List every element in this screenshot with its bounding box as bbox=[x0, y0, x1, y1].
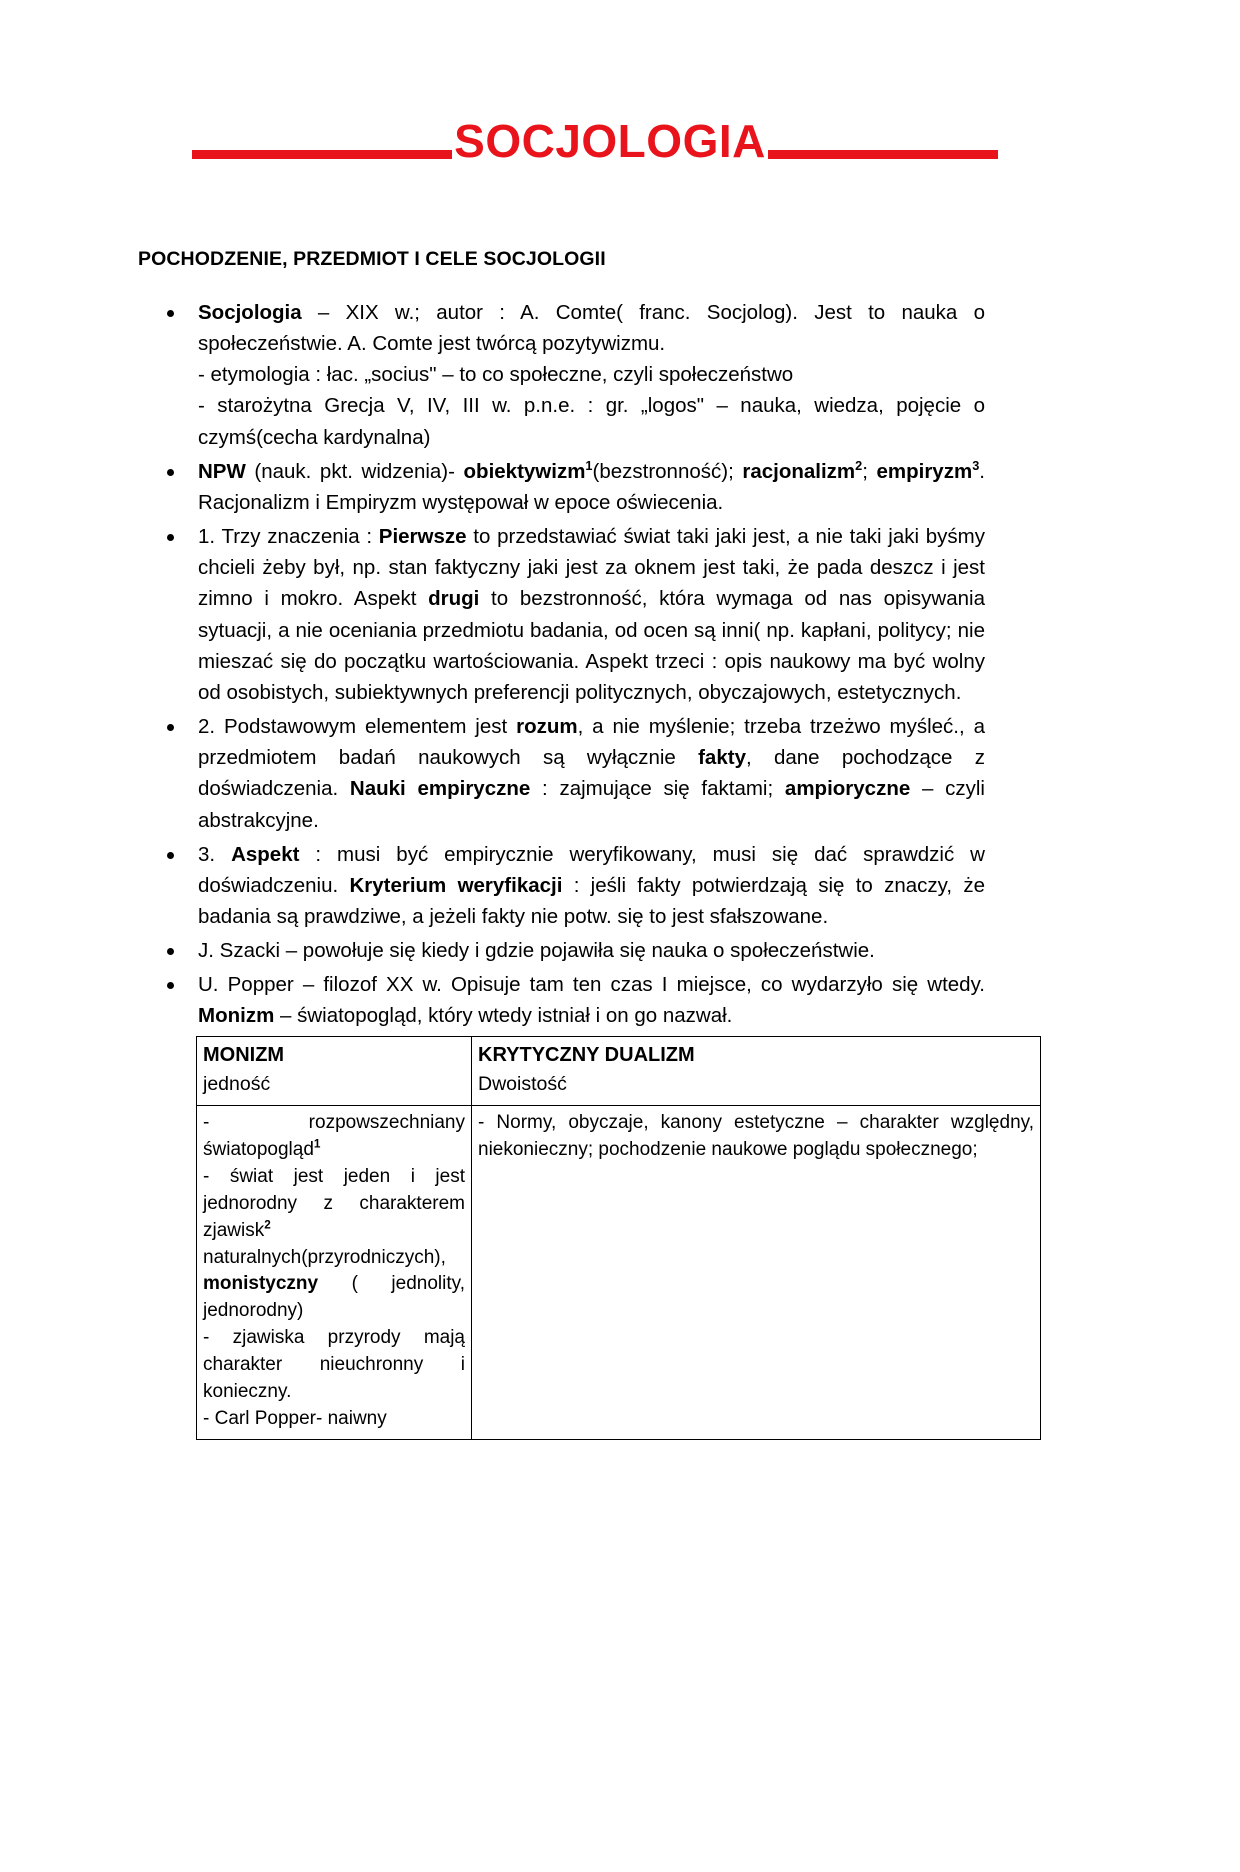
table-list-item: - zjawiska przyrody mają charakter nieuchronny i konieczny. bbox=[203, 1327, 465, 1403]
bullet-text: , dane pochodzące z doświadczenia. bbox=[198, 746, 985, 801]
bullet-text: ; bbox=[862, 459, 877, 483]
bullet-text: (nauk. pkt. widzenia)- bbox=[245, 459, 464, 483]
footnote-marker-2: 2 bbox=[855, 457, 863, 473]
bullet-text: U. Popper – filozof XX w. Opisuje tam ten czas I miejsce, co wydarzyło się wtedy. bbox=[198, 973, 985, 997]
table-item-text: ( jednolity, jednorodny) bbox=[203, 1273, 465, 1322]
table-item-text: - rozpowszechniany światopogląd bbox=[203, 1111, 465, 1160]
table-header-cell-monizm bbox=[197, 1036, 472, 1105]
bullet-text: to bezstronność, która wymaga od nas opisywania sytuacji, a nie oceniania przedmiotu badania, od ocen są inni( np. kapłani, politycy; nie mieszać się do początku wartościowania. Aspekt trzeci : opis naukowy ma być wolny od osobistych, subiektywnych preferencji politycznych, obyczajowych, estetycznych. bbox=[198, 587, 985, 704]
term-rozum: rozum bbox=[516, 715, 578, 739]
bullet-text: . Racjonalizm i Empiryzm występował w epoce oświecenia. bbox=[198, 459, 985, 514]
table-row bbox=[197, 1036, 1041, 1105]
list-item bbox=[0, 969, 1240, 1031]
term-nauki-empiryczne: Nauki empiryczne bbox=[349, 777, 531, 801]
term-drugi: drugi bbox=[428, 587, 480, 611]
table-header-subtitle: jedność bbox=[203, 1072, 271, 1095]
table-header-subtitle: Dwoistość bbox=[478, 1072, 567, 1095]
list-item bbox=[0, 839, 1240, 932]
comparison-table-wrapper bbox=[196, 1036, 1034, 1441]
table-list-item bbox=[203, 1245, 465, 1326]
footnote-marker-2: 2 bbox=[264, 1218, 271, 1232]
document-title-block bbox=[0, 115, 1240, 167]
bullet-text: : musi być empirycznie weryfikowany, musi się dać sprawdzić w doświadczeniu. bbox=[198, 842, 985, 897]
table-header-title: KRYTYCZNY DUALIZM bbox=[478, 1043, 695, 1066]
table-list-item bbox=[203, 1164, 465, 1245]
footnote-marker-1: 1 bbox=[313, 1137, 321, 1151]
footnote-marker-1: 1 bbox=[585, 457, 593, 473]
bullet-subline: - starożytna Grecja V, IV, III w. p.n.e. : gr. „logos" – nauka, wiedza, pojęcie o czymś(cecha kardynalna) bbox=[198, 394, 985, 449]
term-pierwsze: Pierwsze bbox=[378, 525, 467, 549]
table-row bbox=[197, 1105, 1041, 1440]
bullet-text: – XIX w.; autor : A. Comte( franc. Socjolog). Jest to nauka o społeczeństwie. A. Comte jest twórcą pozytywizmu. bbox=[198, 301, 985, 356]
term-ampioryczne: ampioryczne bbox=[784, 777, 911, 801]
title-rule-right bbox=[768, 150, 998, 159]
bullet-text: to przedstawiać świat taki jaki jest, a nie taki jaki byśmy chcieli żeby był, np. stan faktyczny jaki jest za oknem jest taki, że pada deszcz i jest zimno i mokro. Aspekt bbox=[198, 525, 985, 611]
table-cell-monizm-body bbox=[197, 1105, 472, 1440]
table-list-item: - Carl Popper- naiwny bbox=[203, 1408, 387, 1430]
bullet-text: 3. bbox=[198, 842, 232, 866]
bullet-text: 2. Podstawowym elementem jest bbox=[198, 715, 517, 739]
bullet-text: – światopogląd, który wtedy istniał i on go nazwał. bbox=[274, 1004, 733, 1028]
term-aspekt: Aspekt bbox=[231, 842, 300, 866]
bullet-text: (bezstronność); bbox=[592, 459, 743, 483]
bullet-lead-term: Socjologia bbox=[198, 301, 302, 324]
table-cell-dualizm-body bbox=[472, 1105, 1041, 1440]
bullet-lead-term: NPW bbox=[198, 459, 246, 483]
page-title: SOCJOLOGIA bbox=[454, 115, 766, 167]
list-item bbox=[0, 521, 1240, 708]
monizm-dualizm-table bbox=[196, 1036, 1041, 1441]
table-header-title: MONIZM bbox=[203, 1043, 285, 1066]
list-item bbox=[0, 935, 1240, 966]
term-kryterium-weryfikacji: Kryterium weryfikacji bbox=[349, 873, 563, 897]
bullet-text: : zajmujące się faktami; bbox=[530, 777, 785, 801]
bullet-text: 1. Trzy znaczenia : bbox=[198, 525, 379, 549]
table-header-cell-krytyczny-dualizm bbox=[472, 1036, 1041, 1105]
table-item-text: - Normy, obyczaje, kanony estetyczne – charakter względny, niekonieczny; pochodzenie naukowe poglądu społecznego; bbox=[478, 1111, 1034, 1160]
list-item bbox=[0, 456, 1240, 518]
term-fakty: fakty bbox=[698, 746, 746, 770]
section-heading: POCHODZENIE, PRZEDMIOT I CELE SOCJOLOGII bbox=[138, 248, 606, 270]
bullet-text: , a nie myślenie; trzeba trzeżwo myśleć., a przedmiotem badań naukowych są wyłącznie bbox=[198, 715, 985, 770]
bullet-text: J. Szacki – powołuje się kiedy i gdzie pojawiła się nauka o społeczeństwie. bbox=[198, 939, 875, 963]
term-empiryzm: empiryzm bbox=[876, 459, 973, 483]
term-monizm: Monizm bbox=[198, 1004, 275, 1028]
title-rule-left bbox=[192, 150, 452, 159]
document-page bbox=[0, 115, 1240, 1872]
term-monistyczny: monistyczny bbox=[203, 1273, 319, 1295]
list-item bbox=[0, 297, 1240, 453]
table-item-text: - świat jest jeden i jest jednorodny z charakterem zjawisk bbox=[203, 1165, 465, 1241]
list-item bbox=[0, 711, 1240, 836]
table-item-text: naturalnych(przyrodniczych), bbox=[203, 1246, 446, 1268]
table-list-item bbox=[203, 1110, 465, 1164]
footnote-marker-3: 3 bbox=[972, 457, 980, 473]
bullet-list bbox=[0, 297, 1240, 1032]
term-obiektywizm: obiektywizm bbox=[463, 459, 586, 483]
bullet-text: : jeśli fakty potwierdzają się to znaczy, że badania są prawdziwe, a jeżeli fakty nie potw. się to jest sfałszowane. bbox=[198, 873, 985, 928]
bullet-subline: - etymologia : łac. „socius" – to co społeczne, czyli społeczeństwo bbox=[198, 363, 794, 387]
bullet-text: – czyli abstrakcyjne. bbox=[198, 777, 985, 832]
term-racjonalizm: racjonalizm bbox=[742, 459, 856, 483]
